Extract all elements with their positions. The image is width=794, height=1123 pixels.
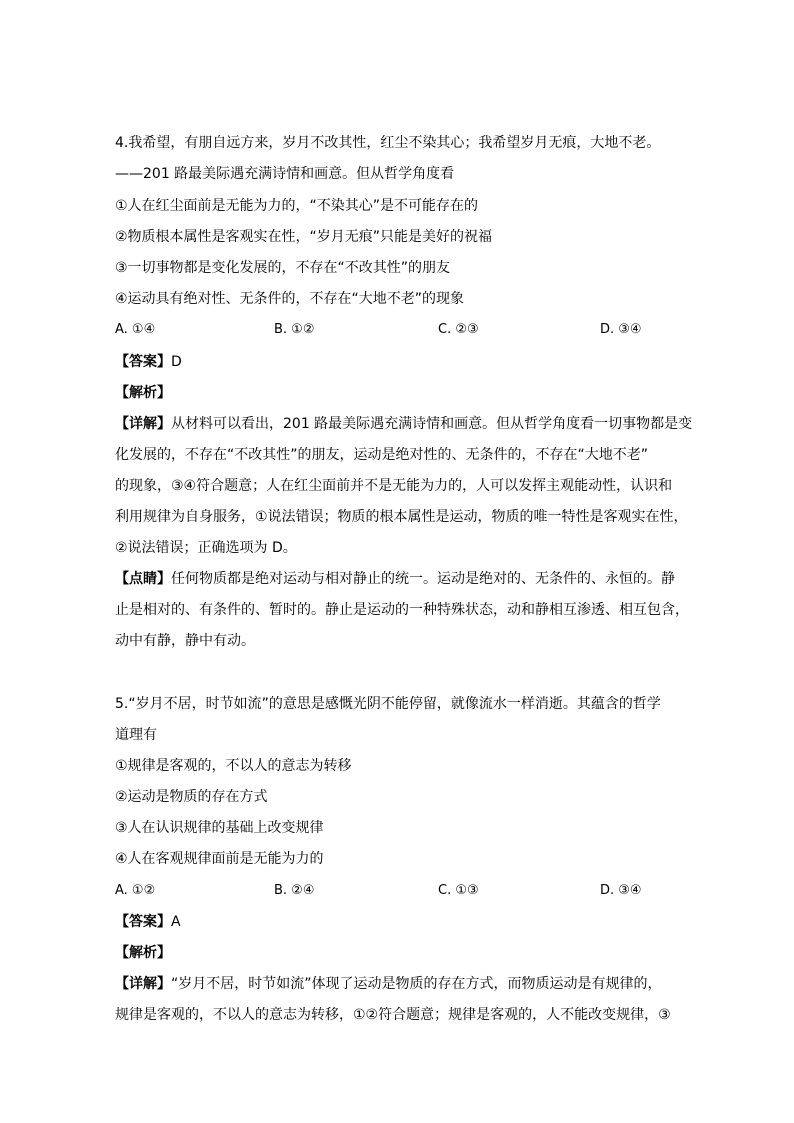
q4-detail-line-2: 化发展的，不存在“不改其性”的朋友，运动是绝对性的、无条件的，不存在“大地不老” (115, 447, 649, 463)
q5-option-a: A. ①② (115, 883, 156, 898)
q4-option-b: B. ①② (274, 322, 315, 337)
q4-point-line-1 (115, 569, 675, 589)
q4-item-3: ③一切事物都是变化发展的，不存在“不改其性”的朋友 (115, 260, 451, 276)
q5-item-3: ③人在认识规律的基础上改变规律 (115, 820, 324, 836)
q4-stem-line-2: ——201 路最美际遇充满诗情和画意。但从哲学角度看 (115, 166, 455, 182)
q4-detail-line-1 (115, 414, 692, 434)
q4-detail-line-4: 利用规律为自身服务，①说法错误；物质的根本属性是运动，物质的唯一特性是客观实在性， (115, 509, 688, 525)
q4-point-text-1: 任何物质都是绝对运动与相对静止的统一。运动是绝对的、无条件的、永恒的。静 (171, 571, 675, 587)
q4-answer (115, 352, 182, 372)
q4-answer-value: D (171, 354, 182, 370)
q4-option-a: A. ①④ (115, 322, 156, 337)
q5-item-4: ④人在客观规律面前是无能为力的 (115, 851, 324, 867)
q4-detail-line-3: 的现象，③④符合题意；人在红尘面前并不是无能为力的，人可以发挥主观能动性，认识和 (115, 478, 673, 494)
q5-detail-line-1 (115, 974, 662, 994)
q5-detail-tag: 【详解】 (115, 976, 171, 992)
q4-item-2: ②物质根本属性是客观实在性，“岁月无痕”只能是美好的祝福 (115, 229, 493, 245)
q5-answer (115, 912, 181, 932)
q5-option-c: C. ①③ (438, 883, 479, 898)
q4-analysis-label: 【解析】 (115, 385, 171, 401)
q5-answer-tag: 【答案】 (115, 914, 171, 930)
q5-item-2: ②运动是物质的存在方式 (115, 789, 268, 805)
q4-item-4: ④运动具有绝对性、无条件的，不存在“大地不老”的现象 (115, 291, 465, 307)
q5-stem-line-1: 5.“岁月不居，时节如流”的意思是感慨光阴不能停留，就像流水一样消逝。其蕴含的哲学 (115, 696, 661, 712)
q4-option-c: C. ②③ (438, 322, 479, 337)
q4-point-line-2: 止是相对的、有条件的、暂时的。静止是运动的一种特殊状态，动和静相互渗透、相互包含， (115, 602, 689, 618)
q4-detail-text-1: 从材料可以看出，201 路最美际遇充满诗情和画意。但从哲学角度看一切事物都是变 (171, 416, 693, 432)
q5-option-d: D. ③④ (600, 883, 642, 898)
q4-stem-line-1: 4.我希望，有朋自远方来，岁月不改其性，红尘不染其心；我希望岁月无痕，大地不老。 (115, 135, 661, 151)
q4-point-line-3: 动中有静，静中有动。 (115, 633, 255, 649)
q4-item-1: ①人在红尘面前是无能为力的，“不染其心”是不可能存在的 (115, 198, 479, 214)
q4-point-tag: 【点睛】 (115, 571, 171, 587)
q5-detail-text-1: “岁月不居，时节如流”体现了运动是物质的存在方式，而物质运动是有规律的， (171, 976, 662, 992)
q5-answer-value: A (171, 914, 181, 930)
q4-answer-tag: 【答案】 (115, 354, 171, 370)
q5-item-1: ①规律是客观的，不以人的意志为转移 (115, 758, 352, 774)
q5-detail-line-2: 规律是客观的，不以人的意志为转移，①②符合题意；规律是客观的，人不能改变规律，③ (115, 1007, 671, 1023)
q4-analysis-tag (115, 383, 171, 403)
q5-analysis-label: 【解析】 (115, 945, 171, 961)
q5-stem-line-2: 道理有 (115, 727, 157, 743)
q4-option-d: D. ③④ (600, 322, 642, 337)
q5-analysis-tag (115, 943, 171, 963)
q4-detail-line-5: ②说法错误；正确选项为 D。 (115, 540, 297, 556)
q4-detail-tag: 【详解】 (115, 416, 171, 432)
q5-option-b: B. ②④ (274, 883, 315, 898)
